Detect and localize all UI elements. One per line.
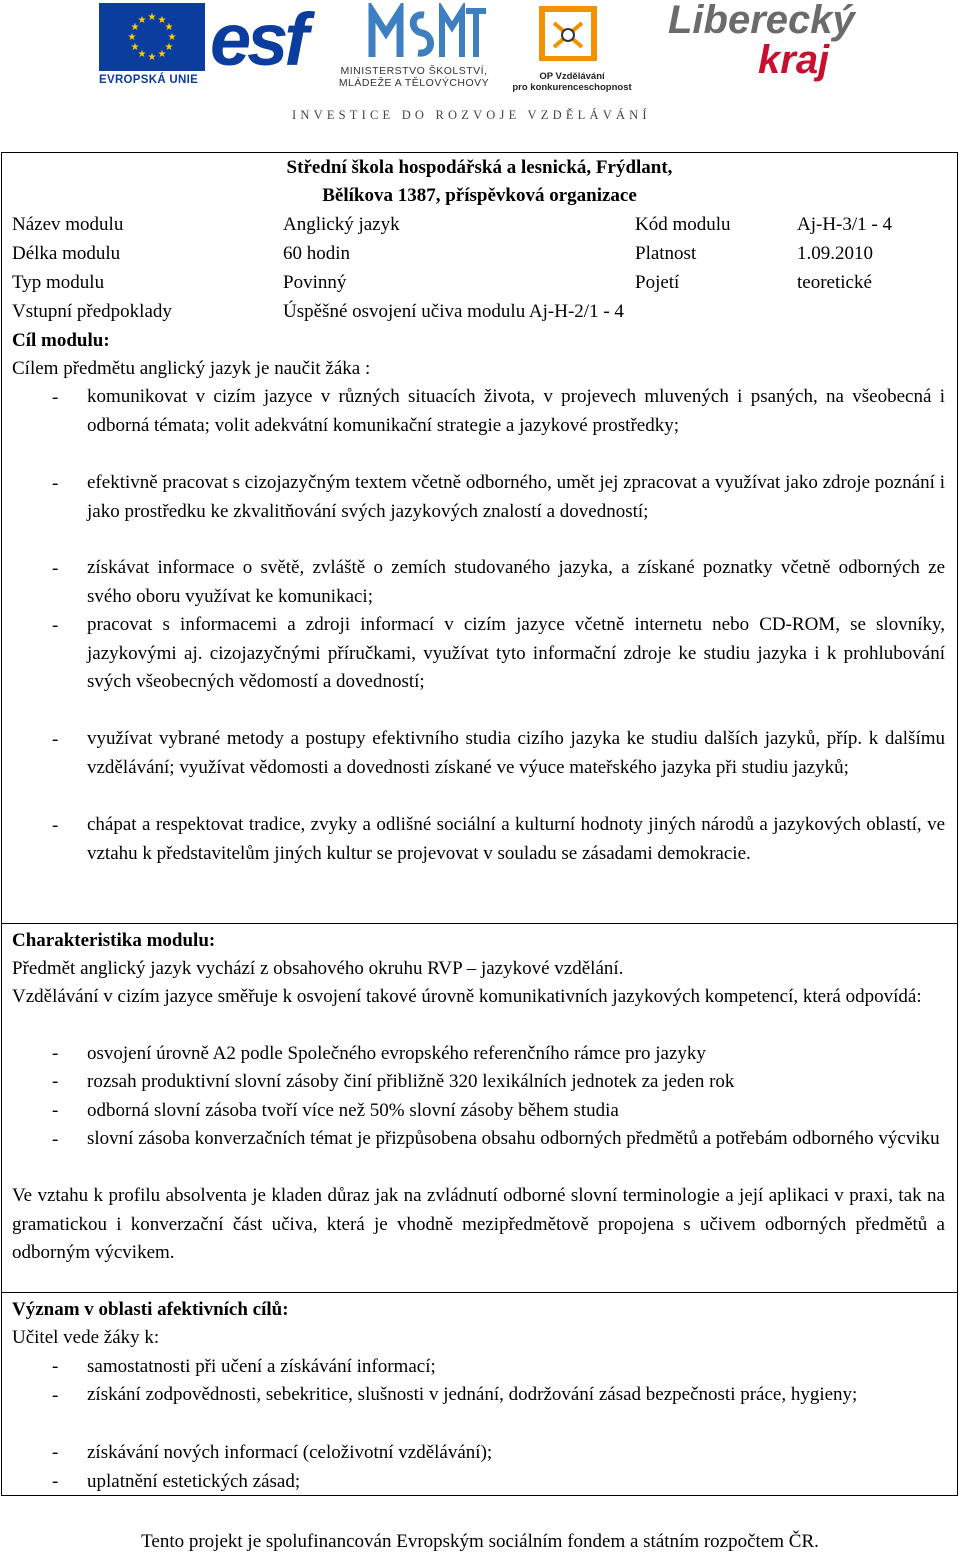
svg-text:★: ★: [147, 12, 157, 23]
characteristics-bullet-dash: -: [52, 1129, 59, 1150]
opvk-caption: [512, 71, 632, 93]
funding-footer: Tento projekt je spolufinancován Evropským sociálním fondem a státním rozpočtem ČR.: [141, 1531, 819, 1552]
msmt-caption-line2: MLÁDEŽE A TĚLOVÝCHOVY: [338, 77, 490, 89]
affective-intro: Učitel vede žáky k:: [12, 1327, 160, 1348]
goal-intro: Cílem předmětu anglický jazyk je naučit žáka :: [12, 358, 371, 379]
label-module-name: Název modulu: [12, 214, 124, 235]
characteristics-bullet-dash: -: [52, 1100, 59, 1121]
label-module-length: Délka modulu: [12, 243, 121, 264]
label-module-type: Typ modulu: [12, 272, 105, 293]
opvk-emblem-icon: [512, 3, 632, 61]
svg-text:★: ★: [130, 42, 140, 53]
school-name-line1: Střední škola hospodářská a lesnická, Frýdlant,: [286, 157, 673, 178]
affective-item: uplatnění estetických zásad;: [87, 1471, 301, 1492]
eu-logo: [99, 3, 205, 91]
goal-bullet-dash: -: [52, 615, 59, 636]
msmt-caption-line1: MINISTERSTVO ŠKOLSTVÍ,: [340, 65, 488, 77]
characteristics-item: slovní zásoba konverzačních témat je přizpůsobena obsahu odborných předmětů a potřebám odborného výcviku: [87, 1128, 940, 1149]
goal-item: efektivně pracovat s cizojazyčným textem včetně odborného, umět jej zpracovat a využívat jako zdroje poznání i jako prostředku ke zkvalitňování svých jazykových znalostí a dovedností;: [87, 472, 945, 522]
liberec-wordmark-line2: kraj: [758, 38, 830, 82]
affective-item: samostatnosti při učení a získávání informací;: [87, 1356, 436, 1377]
module-document: [1, 152, 958, 1496]
goal-bullet-dash: -: [52, 473, 59, 494]
label-conception: Pojetí: [635, 272, 680, 293]
svg-text:★: ★: [130, 22, 140, 33]
section-divider: [2, 923, 957, 924]
characteristics-bullet-dash: -: [52, 1043, 59, 1064]
affective-item: získávání nových informací (celoživotní vzdělávání);: [87, 1442, 493, 1463]
opvk-caption-line1: OP Vzdělávání: [539, 71, 605, 82]
opvk-caption-line2: pro konkurenceschopnost: [512, 82, 632, 93]
esf-wordmark: esf: [210, 0, 305, 81]
logo-banner: [0, 0, 960, 130]
svg-text:★: ★: [164, 22, 174, 33]
svg-text:★: ★: [167, 32, 177, 43]
value-conception: teoretické: [797, 272, 872, 293]
goal-bullet-dash: -: [52, 558, 59, 579]
characteristics-p1: Předmět anglický jazyk vychází z obsahového okruhu RVP – jazykové vzdělání.: [12, 958, 624, 979]
school-name-line2: Bělíkova 1387, příspěvková organizace: [322, 185, 637, 206]
characteristics-heading: Charakteristika modulu:: [12, 930, 216, 951]
eu-caption: EVROPSKÁ UNIE: [99, 74, 199, 86]
goal-heading: Cíl modulu:: [12, 330, 110, 351]
characteristics-p3: Ve vztahu k profilu absolventa je kladen důraz jak na zvládnutí odborné slovní terminologie a její aplikaci v praxi, tak na gramatickou i konverzační část učiva, která je vhodně mezipředmětově propojena s učivem odborných předmětů a odborným výcvikem.: [12, 1185, 945, 1263]
tagline: INVESTICE DO ROZVOJE VZDĚLÁVÁNÍ: [292, 108, 651, 122]
goal-item: využívat vybrané metody a postupy efektivního studia cizího jazyka ke studiu dalších jazyků, příp. k dalšímu vzdělávání; využívat vědomosti a dovednosti získané ve výuce mateřského jazyka při studiu jazyků;: [87, 728, 945, 778]
affective-item: získání zodpovědnosti, sebekritice, slušnosti v jednání, dodržování zásad bezpečnosti práce, hygieny;: [87, 1384, 858, 1405]
svg-text:★: ★: [137, 15, 147, 26]
value-prerequisites: Úspěšné osvojení učiva modulu Aj-H-2/1 - 4: [283, 301, 624, 322]
msmt-caption: [324, 65, 504, 89]
goal-bullet-dash: -: [52, 729, 59, 750]
label-module-code: Kód modulu: [635, 214, 731, 235]
svg-text:★: ★: [157, 49, 167, 60]
opvk-logo: [512, 3, 632, 91]
characteristics-p2: Vzdělávání v cizím jazyce směřuje k osvojení takové úrovně komunikativních jazykových kompetencí, která odpovídá:: [12, 986, 922, 1007]
goal-item: komunikovat v cizím jazyce v různých situacích života, v projevech mluvených i psaných, na všeobecná i odborná témata; volit adekvátní komunikační strategie a jazykové prostředky;: [87, 386, 945, 436]
characteristics-item: odborná slovní zásoba tvoří více než 50% slovní zásoby během studia: [87, 1100, 619, 1121]
goal-item: pracovat s informacemi a zdroji informací v cizím jazyce včetně internetu nebo CD-ROM, se slovníky, jazykovými aj. cizojazyčnými příručkami, využívat tyto informační zdroje ke studiu jazyka i k prohlubování svých všeobecných vědomostí a dovedností;: [87, 614, 945, 692]
goal-item: získávat informace o světě, zvláště o zemích studovaného jazyka, a získané poznatky včetně odborných ze svého oboru využívat ke komunikaci;: [87, 557, 945, 607]
value-validity: 1.09.2010: [797, 243, 873, 264]
esf-logo: [210, 0, 310, 91]
goal-bullet-dash: -: [52, 815, 59, 836]
svg-text:★: ★: [147, 52, 157, 63]
svg-text:★: ★: [164, 42, 174, 53]
label-prerequisites: Vstupní předpoklady: [12, 301, 172, 322]
liberecky-kraj-logo: [640, 0, 860, 90]
characteristics-bullet-dash: -: [52, 1071, 59, 1092]
affective-heading: Význam v oblasti afektivních cílů:: [12, 1299, 289, 1320]
value-module-code: Aj-H-3/1 - 4: [797, 214, 892, 235]
svg-text:★: ★: [127, 32, 137, 43]
svg-text:★: ★: [157, 15, 167, 26]
affective-bullet-dash: -: [52, 1356, 59, 1377]
svg-text:★: ★: [137, 49, 147, 60]
affective-bullet-dash: -: [52, 1471, 59, 1492]
goal-bullet-dash: -: [52, 387, 59, 408]
eu-flag-icon: [99, 3, 205, 71]
value-module-length: 60 hodin: [283, 243, 351, 264]
section-divider: [2, 1292, 957, 1293]
characteristics-item: rozsah produktivní slovní zásoby činí přibližně 320 lexikálních jednotek za jeden rok: [87, 1071, 735, 1092]
affective-bullet-dash: -: [52, 1385, 59, 1406]
msmt-emblem-icon: [324, 3, 504, 61]
goal-item: chápat a respektovat tradice, zvyky a odlišné sociální a kulturní hodnoty jiných národů a jazykových oblastí, ve vztahu k představitelům jiných kultur se projevovat v souladu se zásadami demokracie.: [87, 814, 945, 864]
value-module-type: Povinný: [283, 272, 347, 293]
value-module-name: Anglický jazyk: [283, 214, 400, 235]
label-validity: Platnost: [635, 243, 697, 264]
liberec-wordmark-line1: Liberecký: [668, 0, 855, 42]
affective-bullet-dash: -: [52, 1442, 59, 1463]
msmt-logo: [324, 3, 504, 91]
characteristics-item: osvojení úrovně A2 podle Společného evropského referenčního rámce pro jazyky: [87, 1043, 706, 1064]
